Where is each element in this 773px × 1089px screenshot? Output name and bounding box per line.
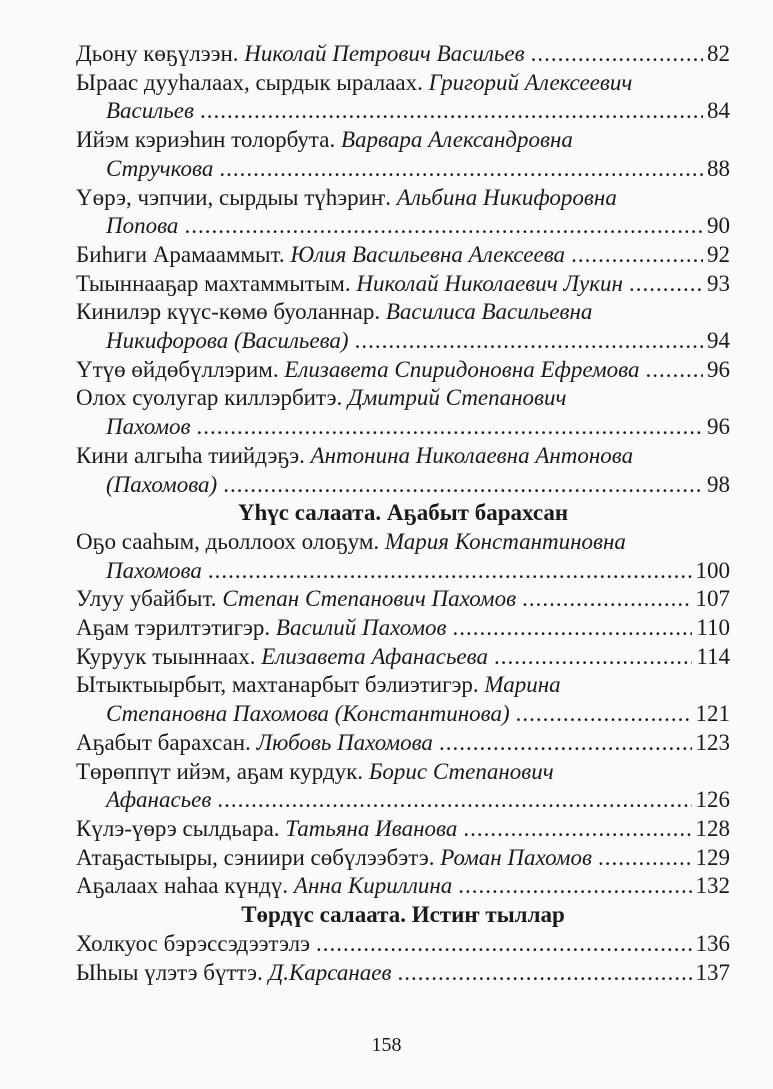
entry-title: Кини алгыһа тиийдэҕэ. bbox=[76, 442, 305, 468]
entry-author-cont: Никифорова (Васильева) bbox=[106, 328, 349, 354]
entry-author: Григорий Алексеевич bbox=[428, 69, 633, 95]
entry-title: Аҕабыт барахсан. bbox=[76, 729, 251, 755]
entry-page: 96 bbox=[707, 414, 730, 440]
entry-author: Альбина Никифоровна bbox=[396, 184, 617, 210]
entry-page: 82 bbox=[707, 41, 730, 66]
entry-title: Дьону көҕүлээн. bbox=[76, 41, 239, 66]
entry-author: Д.Карсанаев bbox=[268, 959, 392, 985]
entry-author: Роман Пахомов bbox=[440, 844, 592, 870]
entry-author: Дмитрий Степанович bbox=[347, 385, 567, 411]
dot-leader bbox=[458, 872, 691, 901]
toc-entry bbox=[76, 758, 730, 815]
entry-title: Тыыннааҕар махтаммытым. bbox=[76, 270, 351, 296]
entry-author: Любовь Пахомова bbox=[256, 729, 433, 755]
toc-entry bbox=[76, 356, 730, 385]
entry-author-cont: Афанасьев bbox=[106, 787, 212, 813]
entry-page: 88 bbox=[707, 155, 730, 181]
entry-author-cont: Попова bbox=[106, 213, 179, 239]
entry-title: Үтүө өйдөбүллэрим. bbox=[76, 356, 279, 382]
toc-entry bbox=[76, 959, 730, 988]
entry-title: Атаҕастыыры, сэниири сөбүлээбэтэ. bbox=[76, 844, 435, 870]
entry-title: Холкуос бэрэссэдээтэлэ bbox=[76, 930, 310, 956]
dot-leader bbox=[184, 212, 703, 241]
entry-page: 107 bbox=[695, 586, 730, 612]
entry-title: Улуу убайбыт. bbox=[76, 586, 217, 612]
entry-author-cont: Пахомова bbox=[106, 557, 202, 583]
entry-author: Елизавета Спиридоновна Ефремова bbox=[284, 356, 640, 382]
entry-page: 121 bbox=[695, 701, 730, 727]
table-of-contents bbox=[76, 40, 730, 987]
entry-author: Юлия Васильевна Алексеева bbox=[290, 241, 566, 267]
entry-author-cont: Васильев bbox=[106, 98, 194, 124]
dot-leader bbox=[494, 643, 692, 672]
dot-leader bbox=[397, 959, 691, 988]
toc-entry bbox=[76, 614, 730, 643]
entry-page: 136 bbox=[695, 930, 730, 956]
dot-leader bbox=[516, 700, 692, 729]
toc-entry bbox=[76, 643, 730, 672]
section-heading: Үһүс салаата. Аҕабыт барахсан bbox=[237, 500, 569, 526]
toc-entry bbox=[76, 671, 730, 728]
toc-entry bbox=[76, 184, 730, 241]
toc-entry bbox=[76, 40, 730, 69]
page-number: 158 bbox=[371, 1034, 402, 1056]
dot-leader bbox=[200, 97, 703, 126]
entry-title: Төрөппүт ийэм, аҕам курдук. bbox=[76, 758, 364, 784]
dot-leader bbox=[208, 557, 692, 586]
toc-entry bbox=[76, 930, 730, 959]
entry-title: Оҕо сааһым, дьоллоох олоҕум. bbox=[76, 528, 380, 554]
dot-leader bbox=[522, 585, 691, 614]
entry-page: 126 bbox=[695, 787, 730, 813]
entry-title: Күлэ-үөрэ сылдьара. bbox=[76, 815, 280, 841]
entry-author-cont: (Пахомова) bbox=[106, 471, 218, 497]
entry-author-cont: Стручкова bbox=[106, 155, 214, 181]
entry-page: 128 bbox=[695, 815, 730, 841]
entry-page: 84 bbox=[707, 98, 730, 124]
toc-entry bbox=[76, 844, 730, 873]
entry-author: Антонина Николаевна Антонова bbox=[310, 442, 634, 468]
entry-page: 92 bbox=[707, 241, 730, 267]
entry-author: Мария Константиновна bbox=[384, 528, 626, 554]
entry-title: Ийэм кэриэһин толорбута. bbox=[76, 127, 336, 153]
entry-page: 123 bbox=[695, 729, 730, 755]
dot-leader bbox=[453, 614, 693, 643]
entry-title: Кинилэр күүс-көмө буоланнар. bbox=[76, 299, 381, 325]
entry-page: 114 bbox=[696, 643, 730, 669]
toc-entry bbox=[76, 384, 730, 441]
entry-title: Аҕалаах наһаа күндү. bbox=[76, 873, 289, 899]
toc-entry bbox=[76, 298, 730, 355]
dot-leader bbox=[219, 155, 703, 184]
entry-page: 137 bbox=[695, 959, 730, 985]
toc-entry bbox=[76, 442, 730, 499]
entry-author: Анна Кириллина bbox=[293, 873, 453, 899]
dot-leader bbox=[439, 729, 692, 758]
section-heading: Төрдүс салаата. Истиҥ тыллар bbox=[241, 902, 565, 928]
dot-leader bbox=[629, 270, 703, 299]
entry-author-cont: Степановна Пахомова (Константинова) bbox=[106, 701, 510, 727]
entry-author: Елизавета Афанасьева bbox=[261, 643, 488, 669]
toc-entry bbox=[76, 126, 730, 183]
entry-author: Василий Пахомов bbox=[275, 615, 447, 641]
entry-author: Николай Николаевич Лукин bbox=[356, 270, 623, 296]
entry-page: 100 bbox=[695, 557, 730, 583]
entry-author-cont: Пахомов bbox=[106, 414, 191, 440]
entry-page: 90 bbox=[707, 213, 730, 239]
entry-title: Ыраас дууһалаах, сырдык ыралаах. bbox=[76, 69, 423, 95]
dot-leader bbox=[197, 413, 703, 442]
entry-page: 110 bbox=[696, 615, 730, 641]
toc-entry bbox=[76, 241, 730, 270]
entry-author: Татьяна Иванова bbox=[285, 815, 458, 841]
entry-author: Борис Степанович bbox=[368, 758, 554, 784]
dot-leader bbox=[571, 241, 703, 270]
entry-title: Ыһыы үлэтэ бүттэ. bbox=[76, 959, 263, 985]
entry-author: Василиса Васильевна bbox=[385, 299, 593, 325]
dot-leader bbox=[598, 844, 692, 873]
dot-leader bbox=[645, 356, 703, 385]
toc-entry bbox=[76, 69, 730, 126]
toc-entry bbox=[76, 585, 730, 614]
dot-leader bbox=[355, 327, 703, 356]
entry-title: Ытыктыырбыт, махтанарбыт бэлиэтигэр. bbox=[76, 672, 479, 698]
toc-entry bbox=[76, 872, 730, 901]
entry-page: 132 bbox=[695, 873, 730, 899]
dot-leader bbox=[316, 930, 692, 959]
entry-page: 129 bbox=[695, 844, 730, 870]
dot-leader bbox=[223, 471, 703, 500]
toc-entry bbox=[76, 729, 730, 758]
toc-entry bbox=[76, 815, 730, 844]
entry-page: 94 bbox=[707, 328, 730, 354]
entry-title: Биһиги Арамааммыт. bbox=[76, 241, 285, 267]
dot-leader bbox=[531, 40, 703, 69]
toc-entry bbox=[76, 270, 730, 299]
entry-page: 98 bbox=[707, 471, 730, 497]
entry-title: Аҕам тэрилтэтигэр. bbox=[76, 615, 271, 641]
entry-author: Марина bbox=[484, 672, 561, 698]
dot-leader bbox=[217, 786, 691, 815]
entry-page: 93 bbox=[707, 270, 730, 296]
entry-author: Степан Степанович Пахомов bbox=[222, 586, 517, 612]
entry-title: Үөрэ, чэпчии, сырдыы түһэриҥ. bbox=[76, 184, 392, 210]
entry-page: 96 bbox=[707, 356, 730, 382]
entry-author: Варвара Александровна bbox=[340, 127, 573, 153]
entry-title: Олох суолугар киллэрбитэ. bbox=[76, 385, 343, 411]
toc-entry bbox=[76, 528, 730, 585]
dot-leader bbox=[463, 815, 691, 844]
entry-title: Куруук тыыннаах. bbox=[76, 643, 256, 669]
entry-author: Николай Петрович Васильев bbox=[244, 41, 525, 66]
